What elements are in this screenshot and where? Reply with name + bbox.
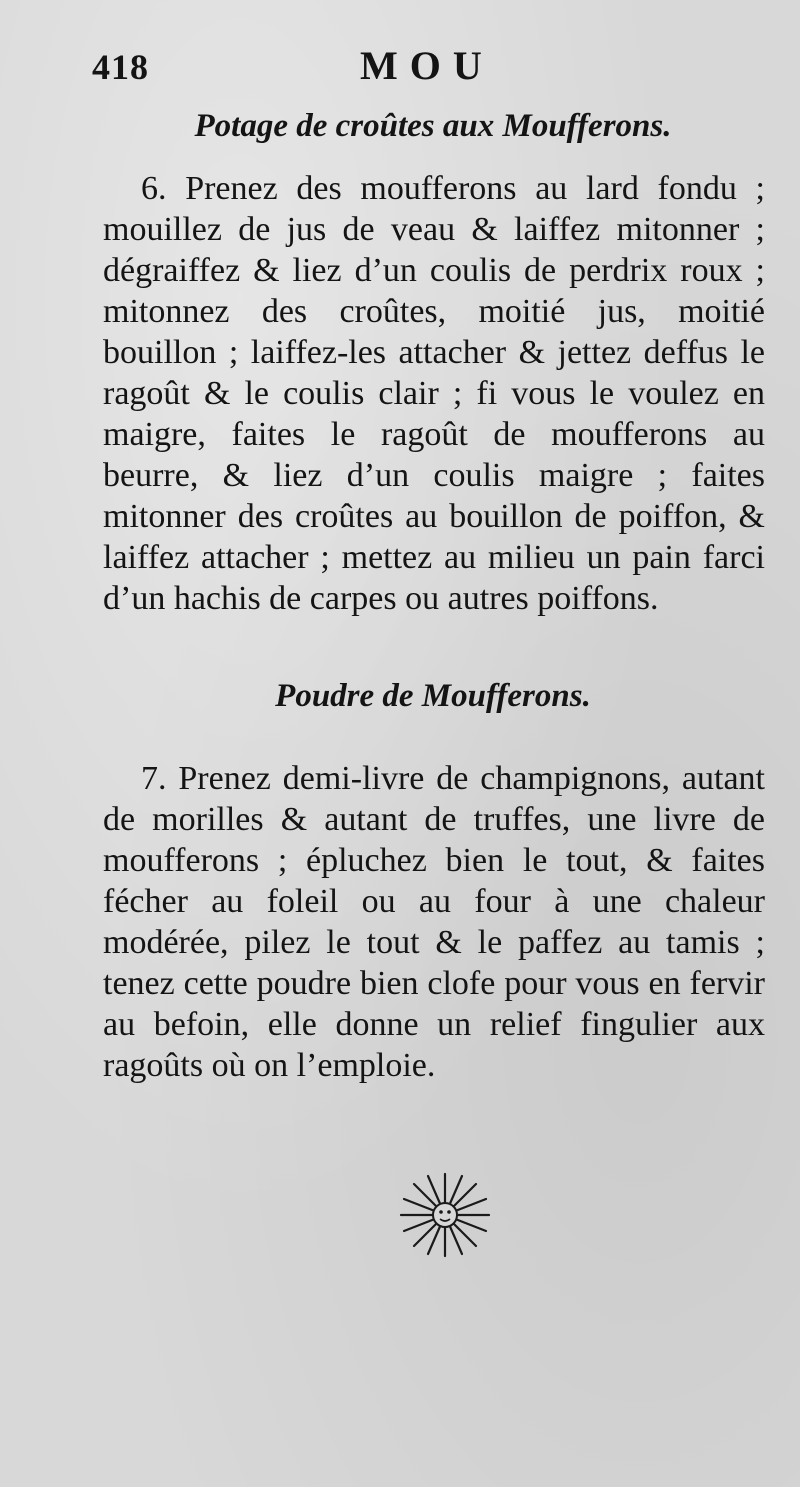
sun-ornament-icon — [398, 1172, 492, 1258]
section-title: Poudre de Moufferons. — [275, 678, 591, 714]
section-title: Potage de croûtes aux Moufferons. — [194, 108, 672, 144]
recipe-paragraph: 6. Prenez des moufferons au lard fondu ; mouillez de jus de veau & laiffez mitonner ; dégraiffez & liez d’un coulis de perdrix roux ; mitonnez des croûtes, moitié jus, moitié bouillon ; laiffez-les attacher & jettez deffus le ragoût & le coulis clair ; fi vous le voulez en maigre, faites le ragoût de moufferons au beurre, & liez d’un coulis maigre ; faites mitonner des croûtes au bouillon de poiffon, & laiffez attacher ; mettez au milieu un pain farci d’un hachis de carpes ou autres poiffons. — [103, 170, 765, 617]
running-head: MOU — [360, 43, 494, 88]
recipe-paragraph: 7. Prenez demi-livre de champignons, autant de morilles & autant de truffes, une livre de moufferons ; épluchez bien le tout, & faites fécher au foleil ou au four à une chaleur modérée, pilez le tout & le paffez au tamis ; tenez cette poudre bien clofe pour vous en fervir au befoin, elle donne un relief fingulier aux ragoûts où on l’emploie. — [103, 760, 765, 1084]
section-title-block-1 — [103, 104, 763, 148]
page-number: 418 — [92, 47, 149, 87]
page-header — [92, 38, 732, 98]
section-title-block-2 — [103, 674, 763, 718]
